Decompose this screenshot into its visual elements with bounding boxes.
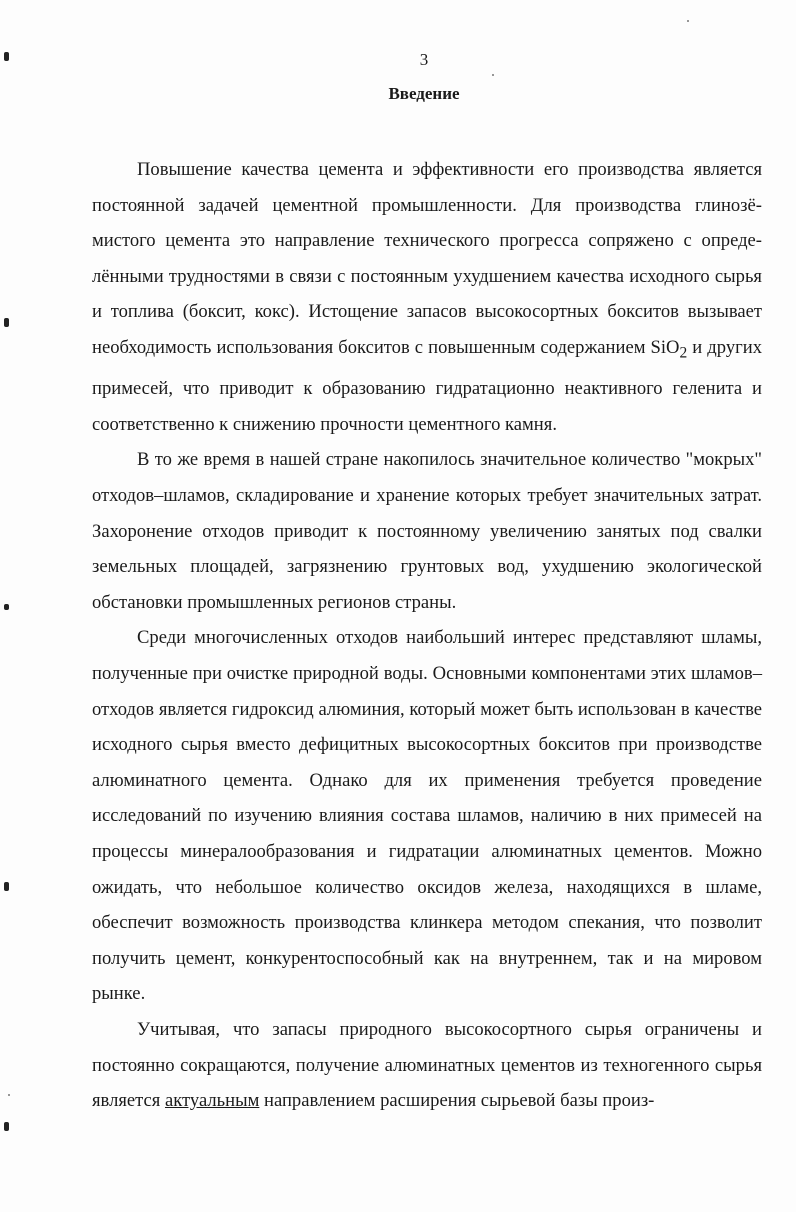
scan-mark [4,318,9,327]
paragraph-4 [92,1012,762,1119]
paragraph-1-text-a: Повышение качества цемента и эффективности его производства является постоянной задачей цементной промышленности. Для производства глинозёмистого цемента это направление технического прогресса сопряжено с определёнными трудностями в связи с постоянным ухудшением качества исходного сырья и топлива (боксит, кокс). Истощение запасов высокосортных бокситов вызывает необходимость использования бокситов с повышенным содержанием [92,159,762,358]
paragraph-1 [92,152,762,442]
sio2-subscript: 2 [679,344,688,362]
scan-mark [4,882,9,891]
body-text [92,152,762,1119]
section-heading: Введение [388,84,460,103]
page-number: 3 [419,50,429,69]
paragraph-3: Среди многочисленных отходов наибольший интерес представляют шламы, полученные при очистке природной воды. Основными компонентами этих шламов–отходов является гидроксид алюминия, который может быть использован в качестве исходного сырья вместо дефицитных высокосортных бокситов при производстве алюминатного цемента. Однако для их применения требуется проведение исследований по изучению влияния состава шламов, наличию в них примесей на процессы минералообразования и гидратации алюминатных цементов. Можно ожидать, что небольшое количество оксидов железа, находящихся в шламе, обеспечит возможность производства клинкера методом спекания, что позволит получить цемент, конкурентоспособный как на внутреннем, так и на мировом рынке. [92,627,762,1005]
paragraph-1-text-b: и других примесей, что приводит к образованию гидратационно неактивного геленита и соответственно к снижению прочности цементного камня. [92,336,762,435]
paragraph-2: В то же время в нашей стране накопилось значительное количество "мокрых" отходов–шламов, складирование и хранение которых требует значительных затрат. Захоронение отходов приводит к постоянному увеличению занятых под свалки земельных площадей, загрязнению грунтовых вод, ухудшению экологической обстановки промышленных регионов страны. [92,449,762,613]
paragraph-4-text-b: направлением расширения сырьевой базы произ- [259,1090,655,1112]
sio2-base: SiO [650,336,680,358]
underlined-word: актуальным [164,1090,260,1112]
scan-mark [4,52,9,61]
scan-speck [687,20,689,22]
scan-speck [8,1094,10,1096]
scan-mark [4,604,9,610]
sio2-formula [650,336,688,362]
paragraph-4-text-a: Учитывая, что запасы природного высокосортного сырья ограничены и постоянно сокращаются, получение алюминатных цементов из техногенного сырья является [92,1018,762,1112]
scan-mark [4,1122,9,1131]
scan-speck [492,74,494,76]
